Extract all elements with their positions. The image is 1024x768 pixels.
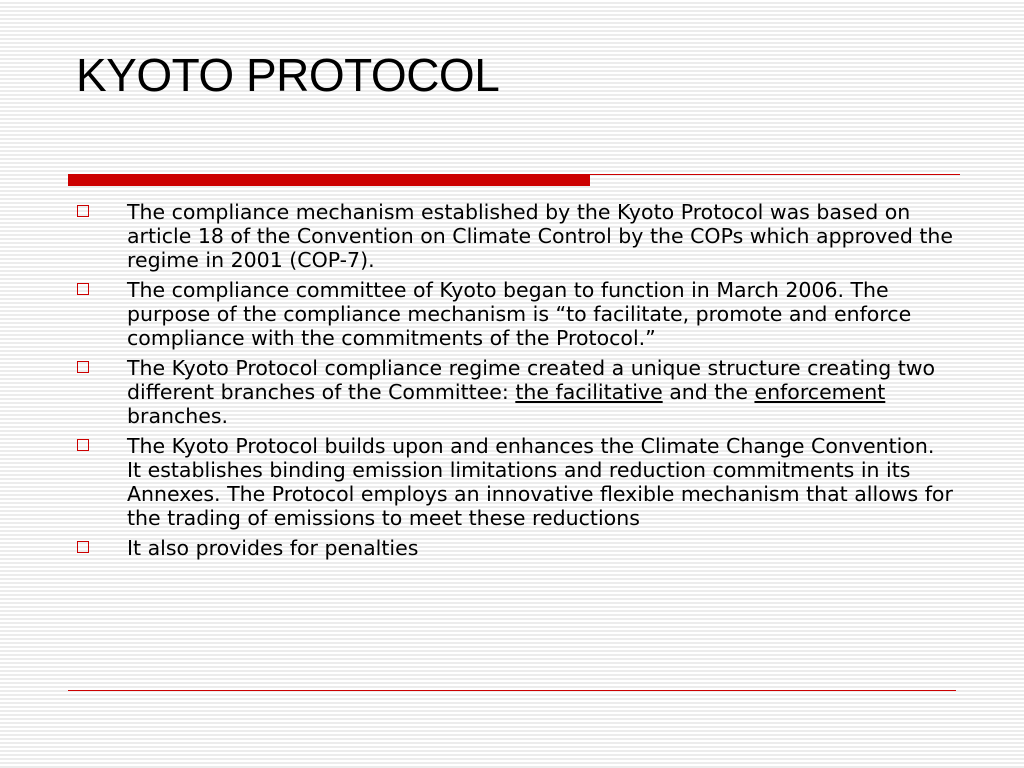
bullet-text-segment: The Kyoto Protocol compliance regime created a unique structure creating two different branches of the Committee:: [127, 356, 936, 404]
list-item: [74, 434, 954, 530]
square-bullet-icon: [77, 541, 89, 553]
bullet-text: The Kyoto Protocol builds upon and enhances the Climate Change Convention. It establishes binding emission limitations and reduction commitments in its Annexes. The Protocol employs an innovative flexible mechanism that allows for the trading of emissions to meet these reductions: [127, 434, 953, 530]
bullet-text: It also provides for penalties: [127, 536, 419, 560]
slide-title: KYOTO PROTOCOL: [76, 49, 500, 101]
bullet-text: [127, 356, 935, 428]
list-item: [74, 278, 954, 350]
bullet-text-segment: and the: [662, 380, 755, 404]
bullet-text: The compliance mechanism established by the Kyoto Protocol was based on article 18 of the Convention on Climate Control by the COPs which approved the regime in 2001 (COP-7).: [127, 200, 954, 272]
square-bullet-icon: [77, 283, 89, 295]
footer-divider: [68, 690, 956, 691]
bullet-text-segment: branches.: [127, 404, 229, 428]
square-bullet-icon: [77, 205, 89, 217]
bullet-list: [74, 200, 954, 566]
list-item: [74, 356, 954, 428]
square-bullet-icon: [77, 439, 89, 451]
list-item: [74, 200, 954, 272]
bullet-text: The compliance committee of Kyoto began to function in March 2006. The purpose of the compliance mechanism is “to facilitate, promote and enforce compliance with the commitments of the Protocol.”: [127, 278, 912, 350]
title-underline-thick: [68, 174, 590, 186]
square-bullet-icon: [77, 361, 89, 373]
list-item: [74, 536, 954, 560]
facilitative-branch-link[interactable]: the facilitative: [515, 380, 663, 404]
enforcement-branch-link[interactable]: enforcement: [754, 380, 886, 404]
title-underline-thin: [590, 174, 960, 175]
